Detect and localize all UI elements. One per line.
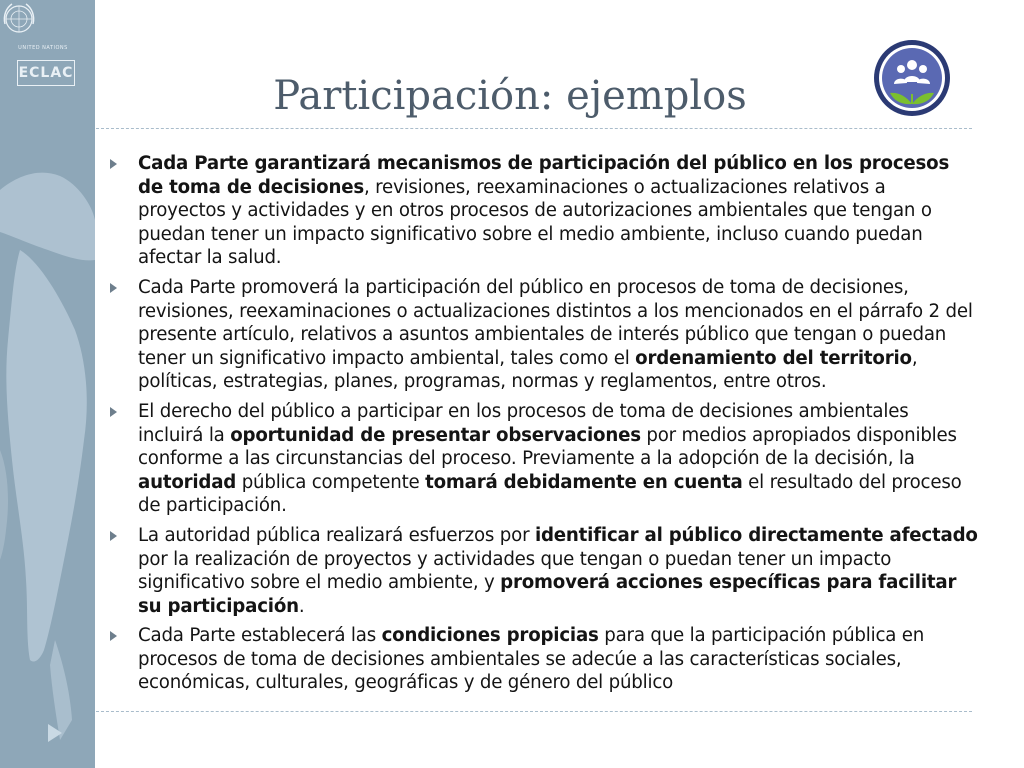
un-emblem-icon — [0, 0, 38, 38]
bullet-item — [108, 524, 978, 618]
bullet-marker-icon — [110, 631, 117, 641]
text-run: . — [298, 595, 305, 617]
people-leaves-icon — [872, 38, 952, 118]
bullet-marker-icon — [110, 283, 117, 293]
title-divider — [96, 128, 972, 129]
eclac-logo: ECLAC — [17, 60, 75, 86]
bullet-item — [108, 624, 978, 695]
bullet-text — [138, 625, 924, 693]
text-run: La autoridad pública realizará esfuerzos por — [138, 524, 535, 546]
bold-text-run: tomará debidamente en cuenta — [425, 471, 743, 493]
bullet-marker-icon — [110, 159, 117, 169]
bullet-marker-icon — [110, 531, 117, 541]
arrow-right-icon — [48, 724, 62, 742]
world-map-background — [0, 0, 95, 768]
text-run: , políticas, estrategias, planes, programas, normas y reglamentos, entre otros. — [138, 347, 918, 393]
bullet-item — [108, 152, 978, 270]
bullet-marker-icon — [110, 407, 117, 417]
slide-title: Participación: ejemplos — [273, 73, 747, 119]
footer-divider — [96, 711, 972, 712]
bold-text-run: identificar al público directamente afectado — [534, 524, 978, 546]
bold-text-run: oportunidad de presentar observaciones — [230, 424, 641, 446]
bold-text-run: promoverá acciones específicas para facilitar su participación — [138, 572, 957, 617]
text-run: , revisiones, reexaminaciones o actualizaciones relativos a proyectos y actividades y en otros procesos de autorizaciones ambientales que tengan o puedan tener un impacto significativo sobre el medio ambiente, incluso cuando puedan afectar la salud. — [138, 176, 932, 269]
decorative-sidebar — [0, 0, 95, 768]
bullet-text — [138, 277, 973, 392]
bullet-list — [108, 152, 978, 701]
text-run: Cada Parte promoverá la participación del público en procesos de toma de decisiones, revisiones, reexaminaciones o actualizaciones distintos a los mencionados en el párrafo 2 del presente artículo, relativos a asuntos ambientales de interés público que tengan o puedan tener un significativo impacto ambiental, tales como el — [138, 276, 973, 369]
bullet-item — [108, 276, 978, 394]
bold-text-run: condiciones propicias — [381, 625, 599, 647]
bullet-text — [138, 525, 978, 617]
text-run: pública competente — [236, 471, 426, 493]
bullet-item — [108, 400, 978, 518]
bullet-text — [138, 401, 962, 516]
bold-text-run: Cada Parte garantizará mecanismos de participación del público en los procesos de toma de decisiones — [138, 153, 950, 198]
bold-text-run: ordenamiento del territorio — [635, 347, 912, 369]
text-run: el resultado del proceso de participación. — [138, 471, 962, 517]
text-run: por la realización de proyectos y actividades que tengan o puedan tener un impacto significativo sobre el medio ambiente, y — [138, 548, 892, 594]
text-run: Cada Parte establecerá las — [138, 625, 382, 647]
text-run: para que la participación pública en procesos de toma de decisiones ambientales se adecúe a las características sociales, económicas, culturales, geográficas y de género del público — [138, 625, 925, 694]
text-run: El derecho del público a participar en los procesos de toma de decisiones ambientales incluirá la — [138, 400, 909, 446]
bullet-text — [138, 153, 949, 268]
bold-text-run: autoridad — [138, 471, 237, 493]
org-caption: UNITED NATIONS — [18, 45, 68, 51]
text-run: por medios apropiados disponibles conforme a las circunstancias del proceso. Previamente a la adopción de la decisión, la — [138, 424, 957, 470]
